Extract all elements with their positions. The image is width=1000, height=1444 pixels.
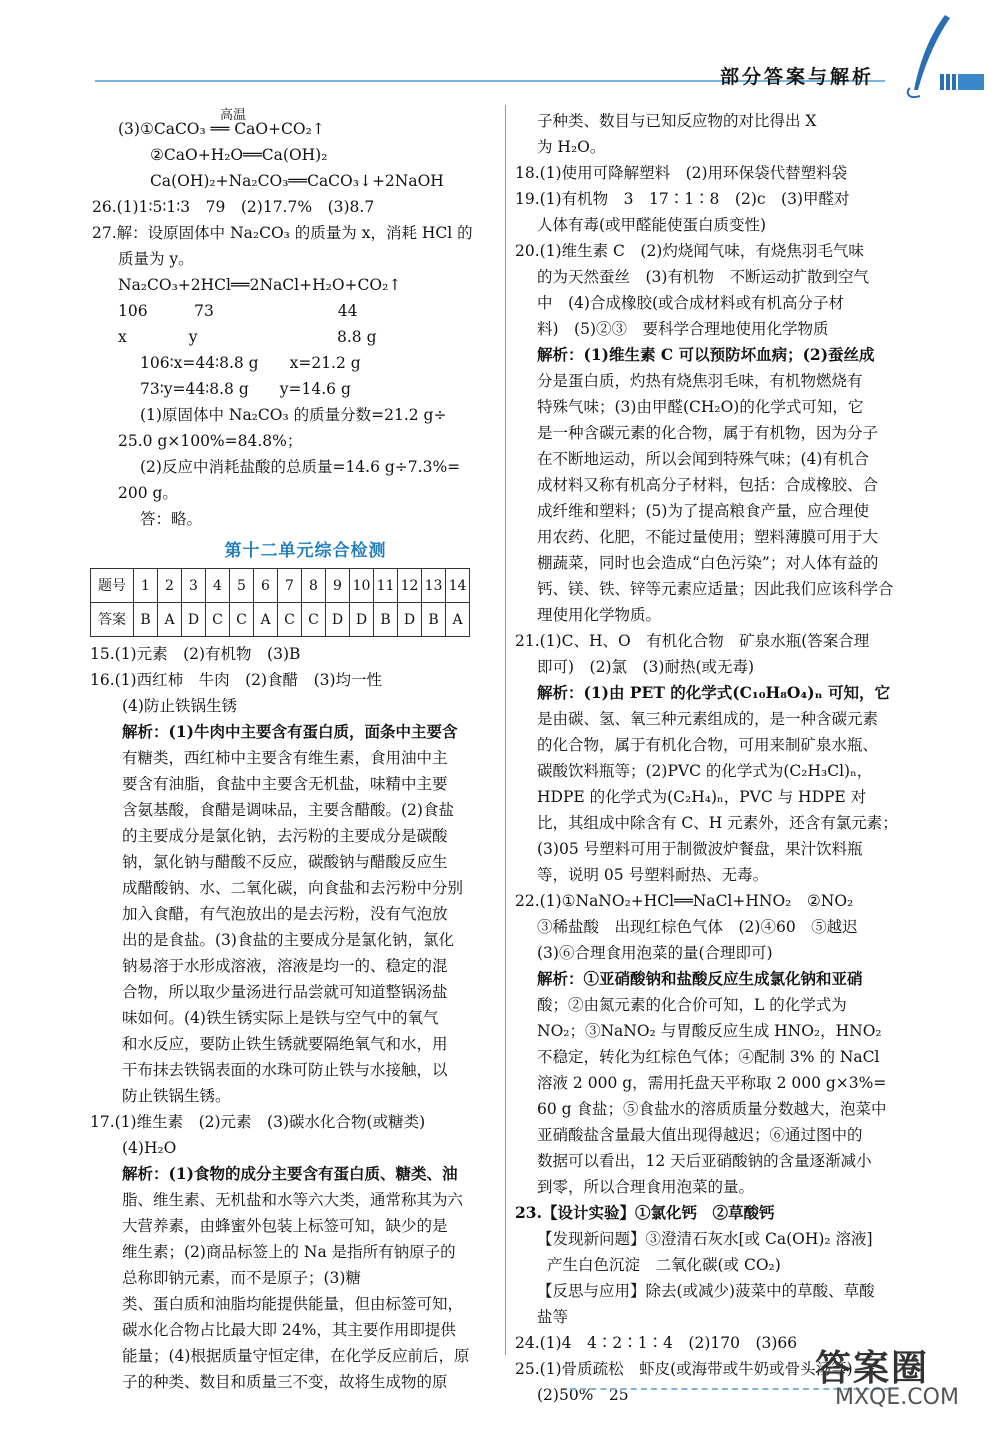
answer-20: 20.(1)维生素 C (2)灼烧闻气味，有烧焦羽毛气味 (515, 242, 864, 260)
analysis-line: 成纤维和塑料；(5)为了提高粮食产量，应合理使 (537, 502, 869, 520)
answer-line: ③稀盐酸 出现红棕色气体 (2)④60 ⑤越迟 (537, 918, 858, 936)
table-cell: A (254, 603, 278, 637)
analysis-line: 是由碳、氢、氧三种元素组成的，是一种含碳元素 (537, 710, 879, 728)
table-cell: D (182, 603, 206, 637)
ratio-line: 73∶y=44∶8.8 g y=14.6 g (140, 380, 351, 398)
table-cell: 1 (134, 569, 158, 603)
analysis-line: 钙、镁、铁、锌等元素应适量；因此我们应该科学合 (537, 580, 894, 598)
table-cell: C (278, 603, 302, 637)
table-cell: 10 (350, 569, 374, 603)
table-cell: B (134, 603, 158, 637)
answer-line: 15.(1)元素 (2)有机物 (3)B (90, 645, 301, 663)
answer-21: 21.(1)C、H、O 有机化合物 矿泉水瓶(答案合理 (515, 632, 870, 650)
equation-var-row: x y 8.8 g (118, 328, 377, 346)
analysis-line: 等，说明 05 号塑料耐热、无毒。 (537, 866, 769, 884)
table-cell: 14 (446, 569, 470, 603)
table-cell: B (374, 603, 398, 637)
analysis-line: 不稳定，转化为红棕色气体；④配制 3% 的 NaCl (537, 1048, 880, 1066)
analysis-line: 解析：(1)食物的成分主要含有蛋白质、糖类、油 (122, 1164, 458, 1183)
answer-line: 【发现新问题】③澄清石灰水[或 Ca(OH)₂ 溶液] (537, 1230, 873, 1248)
left-column (90, 112, 493, 1395)
answer-line: (4)H₂O (122, 1139, 177, 1157)
analysis-line: 维生素；(2)商品标签上的 Na 是指所有钠原子的 (122, 1243, 456, 1261)
analysis-line: 子种类、数目与已知反应物的对比得出 X (537, 112, 817, 130)
analysis-line: 钠，氯化钠与醋酸不反应，碳酸钠与醋酸反应生 (122, 853, 448, 871)
page-header-title: 部分答案与解析 (720, 66, 875, 88)
analysis-line: 类、蛋白质和油脂均能提供能量，但由标签可知， (122, 1295, 464, 1313)
table-header-cell: 答案 (91, 603, 134, 637)
answer-line: 盐等 (537, 1308, 569, 1326)
column-divider (505, 105, 506, 1355)
analysis-line: (3)05 号塑料可用于制微波炉餐盘，果汁饮料瓶 (537, 840, 863, 858)
answer-line: 17.(1)维生素 (2)元素 (3)碳水化合物(或糖类) (90, 1113, 426, 1131)
answer-line: 200 g。 (118, 484, 178, 502)
table-cell: D (350, 603, 374, 637)
analysis-line: 总称即钠元素，而不是原子；(3)糖 (122, 1269, 361, 1287)
answer-line: 16.(1)西红柿 牛肉 (2)食醋 (3)均一性 (90, 671, 383, 689)
answer-line: 质量为 y。 (118, 250, 194, 268)
section-title: 第十二单元综合检测 (224, 541, 387, 561)
analysis-line: 数据可以看出，12 天后亚硝酸钠的含量逐渐减小 (537, 1152, 872, 1170)
answer-line: 【反思与应用】除去(或减少)菠菜中的草酸、草酸 (537, 1282, 875, 1300)
table-cell: D (398, 603, 422, 637)
table-cell: A (158, 603, 182, 637)
answer-line: 的为天然蚕丝 (3)有机物 不断运动扩散到空气 (537, 268, 869, 286)
table-cell: A (446, 603, 470, 637)
ratio-line: 106∶x=44∶8.8 g x=21.2 g (140, 354, 361, 372)
analysis-line: 分是蛋白质，灼热有烧焦羽毛味，有机物燃烧有 (537, 372, 863, 390)
right-column (515, 108, 917, 1408)
table-cell: C (302, 603, 326, 637)
table-row (91, 603, 470, 637)
answer-table (90, 568, 470, 637)
analysis-line: 合物，所以取少量汤进行品尝就可知道整锅汤盐 (122, 983, 448, 1001)
analysis-line: 是一种含碳元素的化合物，属于有机物，因为分子 (537, 424, 879, 442)
answer-line: (2)50% 25 (537, 1386, 629, 1404)
answer-line: 人体有毒(或甲醛能使蛋白质变性) (537, 216, 767, 234)
analysis-line: 棚蔬菜，同时也会造成“白色污染”；对人体有益的 (537, 554, 879, 572)
table-cell: B (422, 603, 446, 637)
analysis-line: NO₂；③NaNO₂ 与胃酸反应生成 HNO₂，HNO₂ (537, 1022, 882, 1040)
answer-line: (3)①CaCO₃ ══ CaO+CO₂↑ (118, 120, 325, 138)
analysis-line: 溶液 2 000 g，需用托盘天平称取 2 000 g×3%= (537, 1074, 887, 1092)
table-cell: 13 (422, 569, 446, 603)
table-cell: 7 (278, 569, 302, 603)
answer-line: 料) (5)②③ 要科学合理地使用化学物质 (537, 320, 829, 338)
answer-line: 中 (4)合成橡胶(或合成材料或有机高分子材 (537, 294, 845, 312)
table-cell: C (230, 603, 254, 637)
table-cell: 9 (326, 569, 350, 603)
equation-line: Na₂CO₃+2HCl══2NaCl+H₂O+CO₂↑ (118, 276, 402, 294)
answers-15-17 (90, 641, 493, 1395)
header-bars-decoration (940, 74, 986, 94)
answer-22: 22.(1)①NaNO₂+HCl══NaCl+HNO₂ ②NO₂ (515, 892, 854, 910)
answer-line: (4)防止铁锅生锈 (122, 697, 237, 715)
analysis-line: 要含有油脂，食盐中主要含无机盐，味精中主要 (122, 775, 448, 793)
analysis-line: 成材料又称有机高分子材料，包括：合成橡胶、合 (537, 476, 879, 494)
table-cell: C (206, 603, 230, 637)
answer-line: (3)⑥合理食用泡菜的量(合理即可) (537, 944, 773, 962)
analysis-line: 加入食醋，有气泡放出的是去污粉，没有气泡放 (122, 905, 448, 923)
answer-line: ②CaO+H₂O══Ca(OH)₂ (150, 146, 328, 164)
answer-27: 27.解：设原固体中 Na₂CO₃ 的质量为 x，消耗 HCl 的 (92, 224, 473, 242)
analysis-line: 有糖类，西红柿中主要含有维生素，食用油中主 (122, 749, 448, 767)
table-header-cell: 题号 (91, 569, 134, 603)
analysis-line: 为 H₂O。 (537, 138, 606, 156)
table-cell: 3 (182, 569, 206, 603)
answer-line: 产生白色沉淀 二氧化碳(或 CO₂) (547, 1256, 781, 1274)
analysis-line: 防止铁锅生锈。 (122, 1087, 231, 1105)
answer-19: 19.(1)有机物 3 17∶1∶8 (2)c (3)甲醛对 (515, 190, 850, 208)
watermark-logo: 答案圈 (815, 1348, 930, 1389)
table-cell: 11 (374, 569, 398, 603)
analysis-line: 特殊气味；(3)由甲醛(CH₂O)的化学式可知，它 (537, 398, 864, 416)
answer-line: 25.0 g×100%=84.8%； (118, 432, 303, 450)
analysis-line: 60 g 食盐；⑤食盐水的溶质质量分数越大，泡菜中 (537, 1100, 887, 1118)
answer-26: 26.(1)1∶5∶1∶3 79 (2)17.7% (3)8.7 (92, 198, 375, 216)
analysis-line: 的主要成分是氯化钠，去污粉的主要成分是碳酸 (122, 827, 448, 845)
analysis-line: 比，其组成中除含有 C、H 元素外，还含有氯元素； (537, 814, 898, 832)
analysis-line: 成醋酸钠、水、二氧化碳，向食盐和去污粉中分别 (122, 879, 464, 897)
table-cell: 5 (230, 569, 254, 603)
analysis-line: 碳酸饮料瓶等；(2)PVC 的化学式为(C₂H₃Cl)ₙ， (537, 762, 873, 780)
table-cell: 12 (398, 569, 422, 603)
table-cell: 6 (254, 569, 278, 603)
table-cell: 8 (302, 569, 326, 603)
analysis-line: 到零，所以合理食用泡菜的量。 (537, 1178, 755, 1196)
analysis-line: 亚硝酸盐含量最大值出现得越迟；⑥通过图中的 (537, 1126, 863, 1144)
analysis-line: 钠易溶于水形成溶液，溶液是均一的、稳定的混 (122, 957, 448, 975)
analysis-line: 子的种类、数目和质量三不变，故将生成物的原 (122, 1373, 448, 1391)
analysis-line: 大营养素，由蜂蜜外包装上标签可知，缺少的是 (122, 1217, 448, 1235)
analysis-line: 解析：(1)维生素 C 可以预防坏血病；(2)蚕丝成 (537, 345, 875, 364)
analysis-line: 干布抹去铁锅表面的水珠可防止铁与水接触，以 (122, 1061, 448, 1079)
analysis-line: 能量；(4)根据质量守恒定律，在化学反应前后，原 (122, 1347, 470, 1365)
analysis-line: 解析：(1)牛肉中主要含有蛋白质，面条中主要含 (122, 722, 458, 741)
analysis-line: 理使用化学物质。 (537, 606, 662, 624)
analysis-line: 和水反应，要防止铁生锈就要隔绝氧气和水，用 (122, 1035, 448, 1053)
analysis-line: 在不断地运动，所以会闻到特殊气味；(4)有机合 (537, 450, 869, 468)
table-cell: 2 (158, 569, 182, 603)
answer-line: (2)反应中消耗盐酸的总质量=14.6 g÷7.3%= (140, 458, 461, 476)
answer-line: (1)原固体中 Na₂CO₃ 的质量分数=21.2 g÷ (140, 406, 447, 424)
answer-24: 24.(1)4 4∶2∶1∶4 (2)170 (3)66 (515, 1334, 798, 1352)
analysis-line: 酸；②由氮元素的化合价可知，L 的化学式为 (537, 996, 847, 1014)
analysis-line: 出的是食盐。(3)食盐的主要成分是氯化钠，氯化 (122, 931, 454, 949)
answer-25: 25.(1)骨质疏松 虾皮(或海带或牛奶或骨头汤等) (515, 1360, 853, 1378)
analysis-line: 味如何。(4)铁生锈实际上是铁与空气中的氧气 (122, 1009, 439, 1027)
analysis-line: 碳水化合物占比最大即 24%，其主要作用即提供 (122, 1321, 456, 1339)
answer-18: 18.(1)使用可降解塑料 (2)用环保袋代替塑料袋 (515, 164, 848, 182)
watermark-url: MXQE.COM (835, 1385, 959, 1410)
table-cell: 4 (206, 569, 230, 603)
answer-line: 答：略。 (140, 510, 203, 528)
answer-line: Ca(OH)₂+Na₂CO₃══CaCO₃↓+2NaOH (150, 172, 444, 190)
table-cell: D (326, 603, 350, 637)
answer-23: 23.【设计实验】①氯化钙 ②草酸钙 (515, 1203, 775, 1222)
reaction-condition-label: 高温 (220, 108, 247, 123)
equation-mass-row: 106 73 44 (118, 302, 358, 320)
table-row (91, 569, 470, 603)
analysis-line: 的化合物，属于有机化合物，可用来制矿泉水瓶、 (537, 736, 879, 754)
analysis-line: 含氨基酸，食醋是调味品，主要含醋酸。(2)食盐 (122, 801, 454, 819)
answer-line: 即可) (2)氯 (3)耐热(或无毒) (537, 658, 755, 676)
analysis-line: 脂、维生素、无机盐和水等六大类，通常称其为六 (122, 1191, 464, 1209)
analysis-line: 解析：(1)由 PET 的化学式(C₁₀H₈O₄)ₙ 可知，它 (537, 683, 890, 702)
analysis-line: 用农药、化肥，不能过量使用；塑料薄膜可用于大 (537, 528, 879, 546)
analysis-line: 解析：①亚硝酸钠和盐酸反应生成氯化钠和亚硝 (537, 969, 863, 988)
analysis-line: HDPE 的化学式为(C₂H₄)ₙ，PVC 与 HDPE 对 (537, 788, 867, 806)
